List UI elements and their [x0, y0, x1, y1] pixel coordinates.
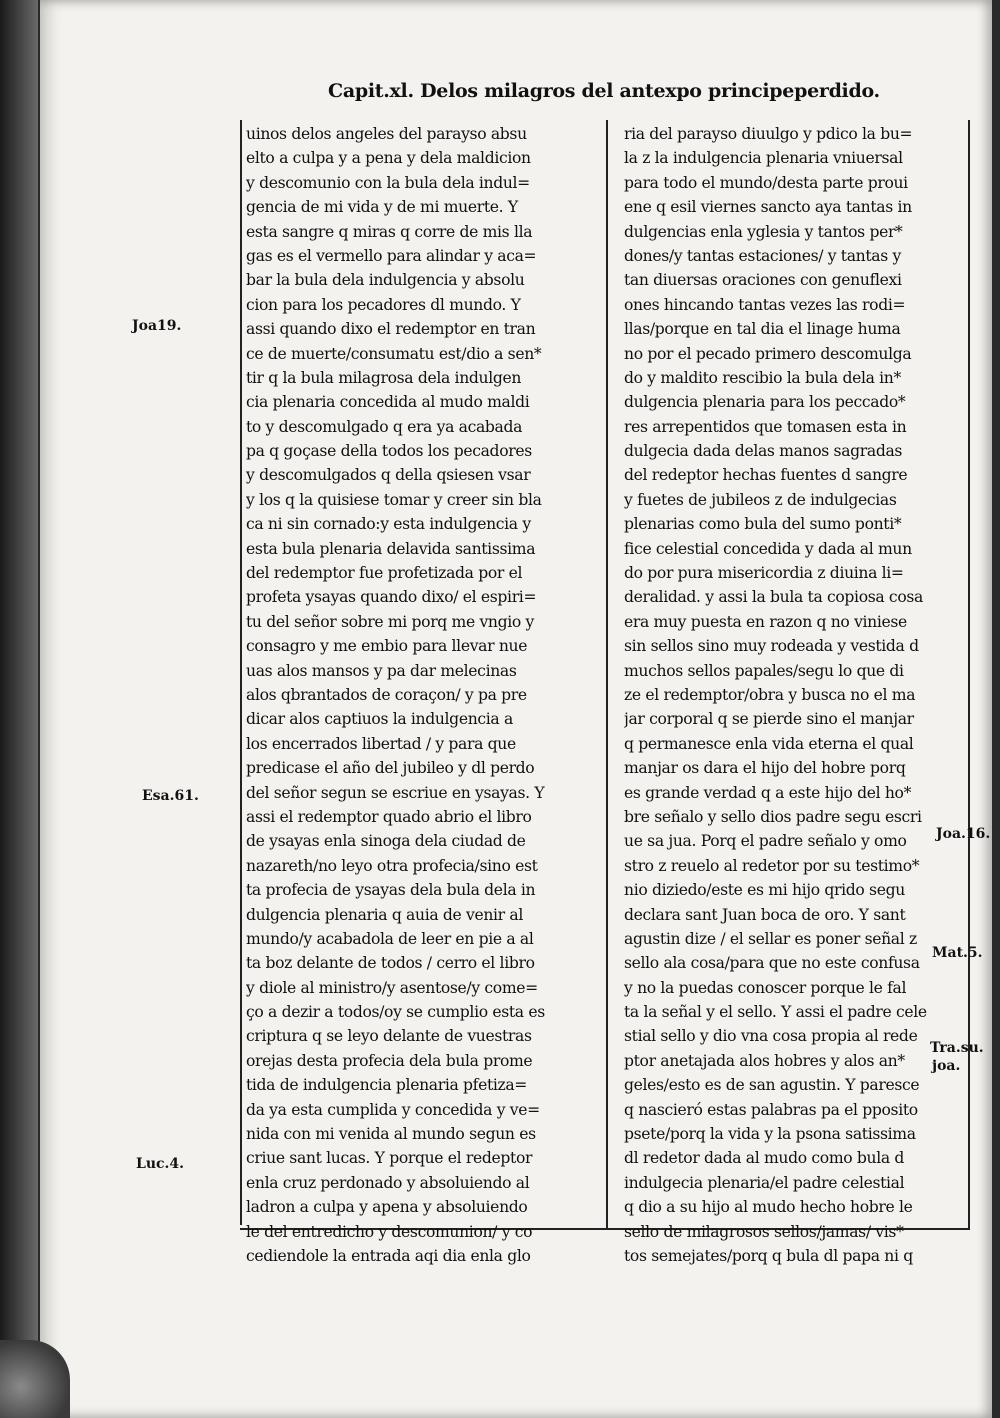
right-column-line: dulgencias enla yglesia y tantos per*: [624, 222, 903, 241]
right-column-line: q dio a su hijo al mudo hecho hobre le: [624, 1198, 913, 1217]
right-column-line: q nascieró estas palabras pa el pposito: [624, 1100, 918, 1119]
left-column-line: consagro y me embio para llevar nue: [246, 637, 528, 656]
right-column-line: fice celestial concedida y dada al mun: [624, 539, 912, 558]
left-column-line: cediendole la entrada aqi dia enla glo: [246, 1246, 531, 1265]
left-column-line: y descomunio con la bula dela indul=: [246, 173, 530, 192]
right-column-line: geles/esto es de san agustin. Y paresce: [624, 1076, 920, 1095]
right-column-line: dones/y tantas estaciones/ y tantas y: [624, 246, 901, 265]
left-column-line: predicase el año del jubileo y dl perdo: [246, 759, 535, 778]
left-column-line: profeta ysayas quando dixo/ el espiri=: [246, 588, 537, 607]
left-column-line: esta sangre q miras q corre de mis lla: [246, 222, 533, 241]
left-column-line: assi el redemptor quado abrio el libro: [246, 807, 532, 826]
right-column-line: y no la puedas conoscer porque le fal: [624, 978, 907, 997]
middle-column-rule: [606, 120, 608, 1230]
right-column-line: stial sello y dio vna cosa propia al rede: [624, 1027, 918, 1046]
left-column-line: assi quando dixo el redemptor en tran: [246, 320, 536, 339]
right-column-line: ria del parayso diuulgo y pdico la bu=: [624, 125, 913, 143]
right-column-line: res arrepentidos que tomasen esta in: [624, 417, 907, 436]
left-column-line: tu del señor sobre mi porq me vngio y: [246, 612, 534, 631]
right-column-line: ta la señal y el sello. Y assi el padre cele: [624, 1003, 927, 1022]
left-column-line: y los q la quisiese tomar y creer sin bla: [246, 490, 542, 509]
left-column-line: gencia de mi vida y de mi muerte. Y: [246, 198, 518, 217]
left-column-line: alos qbrantados de coraçon/ y pa pre: [246, 685, 527, 704]
right-column-line: es grande verdad q a este hijo del ho*: [624, 783, 912, 802]
right-column-line: bre señalo y sello dios padre segu escri: [624, 807, 922, 826]
right-column-line: do por pura misericordia z diuina li=: [624, 564, 904, 583]
left-column-line: bar la bula dela indulgencia y absolu: [246, 271, 525, 290]
right-column-line: psete/porq la vida y la psona satissima: [624, 1125, 916, 1144]
right-column-line: jar corporal q se pierde sino el manjar: [624, 710, 914, 729]
left-column-line: pa q goçase della todos los pecadores: [246, 442, 532, 461]
margin-note-joa16: Joa.16.: [936, 826, 991, 842]
margin-note-joa19: Joa19.: [132, 318, 182, 334]
left-column-line: nazareth/no leyo otra profecia/sino est: [246, 856, 538, 875]
left-column-line: del redemptor fue profetizada por el: [246, 564, 523, 583]
right-column-line: para todo el mundo/desta parte proui: [624, 173, 908, 192]
left-column-line: ta profecia de ysayas dela bula dela in: [246, 881, 536, 900]
left-column-line: dulgencia plenaria q auia de venir al: [246, 905, 523, 924]
right-column-line: muchos sellos papales/segu lo que di: [624, 661, 904, 680]
right-column-line: ue sa jua. Porq el padre señalo y omo: [624, 832, 907, 851]
chapter-header: Capit.xl. Delos milagros del antexpo principeperdido.: [328, 80, 880, 102]
left-column-line: ta boz delante de todos / cerro el libro: [246, 954, 535, 973]
left-column-line: del señor segun se escriue en ysayas. Y: [246, 783, 545, 802]
right-column-line: nio diziedo/este es mi hijo qrido segu: [624, 881, 905, 900]
left-column-line: uas alos mansos y pa dar melecinas: [246, 661, 517, 680]
left-column-line: criptura q se leyo delante de vuestras: [246, 1027, 532, 1046]
right-column-line: llas/porque en tal dia el linage huma: [624, 320, 901, 339]
right-column-line: indulgecia plenaria/el padre celestial: [624, 1173, 905, 1192]
right-column-line: ze el redemptor/obra y busca no el ma: [624, 685, 916, 704]
left-column-rule: [240, 120, 242, 1225]
left-column-line: ce de muerte/consumatu est/dio a sen*: [246, 344, 542, 363]
right-column-line: no por el pecado primero descomulga: [624, 344, 912, 363]
right-column-line: dl redetor dada al mudo como bula d: [624, 1149, 905, 1168]
left-column-line: de ysayas enla sinoga dela ciudad de: [246, 832, 526, 851]
left-column-line: elto a culpa y a pena y dela maldicion: [246, 149, 531, 168]
right-column-line: del redeptor hechas fuentes d sangre: [624, 466, 908, 485]
left-column-line: y diole al ministro/y asentose/y come=: [246, 978, 538, 997]
right-column-line: ptor anetajada alos hobres y alos an*: [624, 1051, 905, 1070]
right-column-line: do y maldito rescibio la bula dela in*: [624, 368, 901, 387]
right-column-line: ene q esil viernes sancto aya tantas in: [624, 198, 912, 217]
margin-note-luc4: Luc.4.: [136, 1156, 185, 1172]
right-column-line: ones hincando tantas vezes las rodi=: [624, 295, 906, 314]
right-column-line: manjar os dara el hijo del hobre porq: [624, 759, 906, 778]
margin-note-mat5: Mat.5.: [932, 945, 983, 961]
right-column-line: la z la indulgencia plenaria vniuersal: [624, 149, 903, 168]
right-column-line: stro z reuelo al redetor por su testimo*: [624, 856, 920, 875]
right-column-line: sin sellos sino muy rodeada y vestida d: [624, 637, 919, 656]
right-column-line: tos semejates/porq q bula dl papa ni q: [624, 1246, 913, 1265]
left-column-line: mundo/y acabadola de leer en pie a al: [246, 929, 534, 948]
right-column-line: deralidad. y assi la bula ta copiosa cosa: [624, 588, 923, 607]
left-column-line: enla cruz perdonado y absoluiendo al: [246, 1173, 530, 1192]
left-column-line: uinos delos angeles del parayso absu: [246, 125, 527, 143]
left-column-line: gas es el vermello para alindar y aca=: [246, 246, 537, 265]
left-column-line: ca ni sin cornado:y esta indulgencia y: [246, 515, 531, 534]
right-column-line: y fuetes de jubileos z de indulgecias: [624, 490, 897, 509]
margin-note-tra-su: Tra.su.: [930, 1040, 984, 1056]
right-column-line: tan diuersas oraciones con genuflexi: [624, 271, 902, 290]
left-column-line: los encerrados libertad / y para que: [246, 734, 516, 753]
left-column-line: ladron a culpa y apena y absoluiendo: [246, 1198, 528, 1217]
right-column-line: declara sant Juan boca de oro. Y sant: [624, 905, 906, 924]
left-column-line: orejas desta profecia dela bula prome: [246, 1051, 533, 1070]
left-column-line: nida con mi venida al mundo segun es: [246, 1125, 536, 1144]
right-column-rule: [968, 120, 970, 1230]
right-text-column: [624, 122, 966, 1268]
left-column-line: tir q la bula milagrosa dela indulgen: [246, 368, 522, 387]
binding-gutter: [0, 0, 38, 1418]
left-column-line: cia plenaria concedida al mudo maldi: [246, 393, 530, 412]
left-column-line: dicar alos captiuos la indulgencia a: [246, 710, 513, 729]
margin-note-esa61: Esa.61.: [142, 788, 199, 804]
left-column-line: cion para los pecadores dl mundo. Y: [246, 295, 521, 314]
right-column-line: sello ala cosa/para que no este confusa: [624, 954, 920, 973]
left-text-column: [246, 122, 606, 1268]
left-column-line: le del entredicho y descomunion/ y co: [246, 1222, 533, 1241]
left-column-line: y descomulgados q della qsiesen vsar: [246, 466, 531, 485]
left-column-line: ço a dezir a todos/oy se cumplio esta es: [246, 1003, 545, 1022]
right-column-line: q permanesce enla vida eterna el qual: [624, 734, 914, 753]
book-page: [40, 0, 992, 1418]
right-column-line: era muy puesta en razon q no viniese: [624, 612, 907, 631]
right-column-line: plenarias como bula del sumo ponti*: [624, 515, 902, 534]
left-column-line: da ya esta cumplida y concedida y ve=: [246, 1100, 540, 1119]
margin-note-joa: joa.: [932, 1058, 961, 1074]
right-column-line: sello de milagrosos sellos/jamas/ vis*: [624, 1222, 904, 1241]
right-column-line: dulgencia plenaria para los peccado*: [624, 393, 906, 412]
right-column-line: agustin dize / el sellar es poner señal z: [624, 929, 917, 948]
left-column-line: esta bula plenaria delavida santissima: [246, 539, 536, 558]
left-column-line: tida de indulgencia plenaria pfetiza=: [246, 1076, 528, 1095]
left-column-line: criue sant lucas. Y porque el redeptor: [246, 1149, 533, 1168]
right-column-line: dulgecia dada delas manos sagradas: [624, 442, 903, 461]
left-column-line: to y descomulgado q era ya acabada: [246, 417, 523, 436]
